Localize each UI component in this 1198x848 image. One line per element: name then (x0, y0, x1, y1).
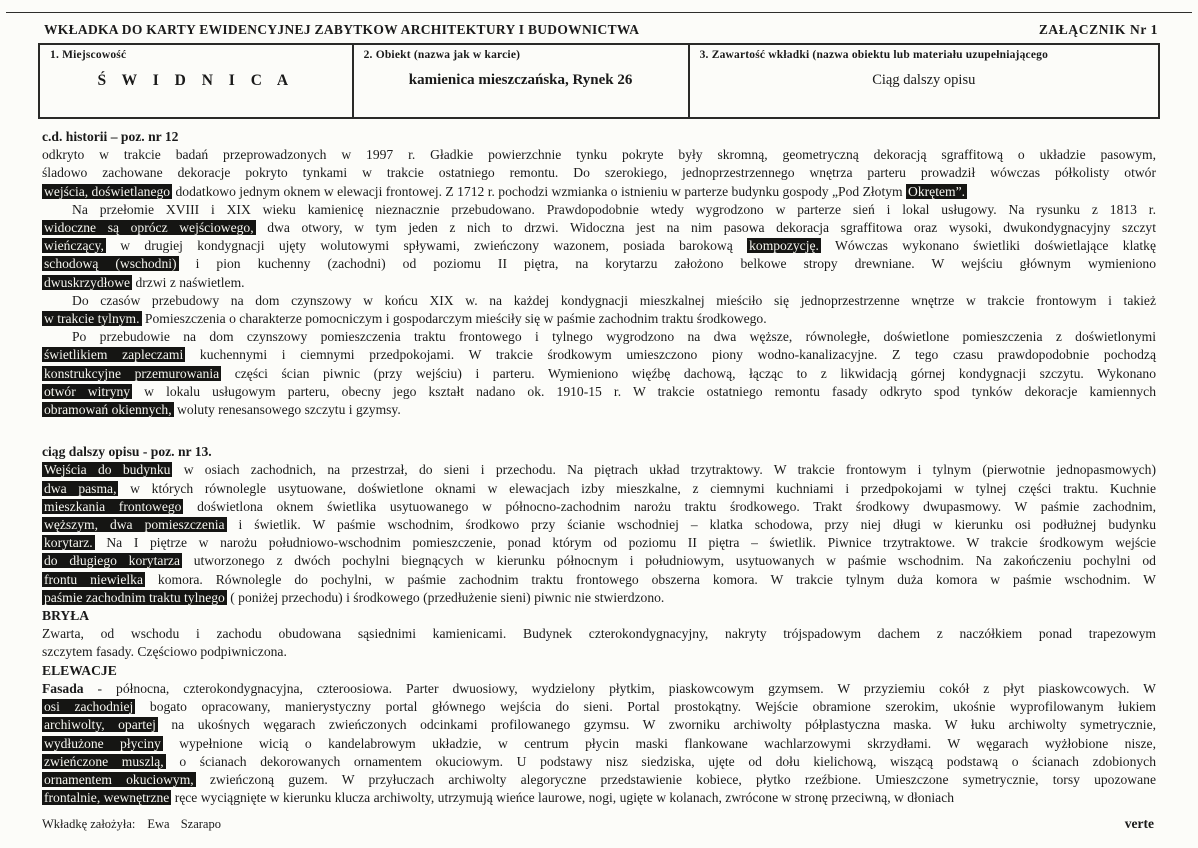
dark-highlight: osi zachodniej (44, 699, 134, 715)
text-line: frontalnie, wewnętrzne ręce wyciągnięte w kierunku klucza archiwolty, utrzymują wieńce laurowe, nogi, ugięte w kolanach, zwrócone w stronę przeciwną, w dłoniach (44, 790, 955, 806)
text-line: konstrukcyjne przemurowania części ścian piwnic (przy wejściu) i parteru. Wymieniono więźbę dachową, łącząc to z likwidacją górnej kondygnacji szczytu. Wykonano (44, 365, 1156, 381)
text-line: Zwarta, od wschodu i zachodu obudowana sąsiednimi kamienicami. Budynek czterokondygnacyjny, nakryty trójspadowym dachem z naczółkiem ponad trapezowym (42, 626, 1156, 642)
dark-highlight: paśmie zachodnim traktu tylnego (44, 589, 225, 605)
text-line: dwuskrzydłowe drzwi z naświetlem. (44, 274, 245, 290)
field-zawartosc-value: Ciąg dalszy opisu (872, 72, 976, 88)
paragraph (42, 201, 1156, 292)
field-zawartosc (689, 44, 1159, 118)
section-heading: ciąg dalszy opisu - poz. nr 13. (42, 444, 212, 460)
text-line: ornamentem okuciowym, zwieńczoną guzem. W przyłuczach archiwolty alegoryczne przedstawienie kobiece, płytko rzeźbione. Umieszczone symetrycznie, torsy upozowane (44, 771, 1156, 787)
dark-highlight: wieńczący, (44, 238, 104, 254)
section-heading: ELEWACJE (42, 662, 117, 678)
dark-highlight: Wejścia do budynku (44, 462, 171, 478)
dark-highlight: obramowań okiennych, (44, 402, 172, 418)
paragraph (42, 625, 1156, 661)
author-note-label: Wkładkę założyła: (42, 817, 136, 831)
text-line: Wejścia do budynku w osiach zachodnich, na przestrzał, do sieni i przechodu. Na piętrach układ trzytraktowy. W trakcie frontowym i tylnym (pierwotnie jednopasmowych) (44, 462, 1157, 478)
dark-highlight: konstrukcyjne przemurowania (44, 365, 220, 381)
paragraph (42, 292, 1156, 328)
text-line: wieńczący, w drugiej kondygnacji ujęty wolutowymi spływami, zwieńczony wazonem, posiada barokową kompozycję. Wówczas wykonano świetliki doświetlające klatkę (44, 238, 1156, 254)
text-line: Do czasów przebudowy na dom czynszowy w końcu XIX w. na każdej kondygnacji mieszkalnej mieściło się jednoprzestrzenne wnętrze w trakcie frontowym i takież (72, 292, 1156, 308)
text-line: widoczne są oprócz wejściowego, dwa otwory, w tym jeden z nich to drzwi. Widoczna jest na nim pasowa dekoracja sgraffitowa oraz wysoki, dwukondygnacyjny szczyt (44, 220, 1156, 236)
text-line: w trakcie tylnym. Pomieszczenia o charakterze pomocniczym i gospodarczym mieściły się w paśmie zachodnim traktu środkowego. (44, 311, 767, 327)
text-line: Na przełomie XVIII i XIX wieku kamienicę nieznacznie przebudowano. Prawdopodobnie wtedy wygrodzono w parterze sień i lokal usługowy. Na rysunku z 1813 r. (72, 201, 1156, 217)
document-footer (42, 816, 1154, 832)
dark-highlight: schodową (wschodni) (44, 256, 177, 272)
dark-highlight: węższym, dwa pomieszczenia (44, 517, 225, 533)
text-line: świetlikiem zapleczami kuchennymi i ciemnymi przedpokojami. W trakcie środkowym umieszczono piony wodno-kanalizacyjne. Z tego czasu prawdopodobnie pochodzą (44, 347, 1156, 363)
section-heading: c.d. historii – poz. nr 12 (42, 129, 179, 144)
bold-term: Fasada (42, 680, 84, 696)
document-title: WKŁADKA DO KARTY EWIDENCYJNEJ ZABYTKOW ARCHITEKTURY I BUDOWNICTWA (44, 22, 640, 37)
dark-highlight: ornamentem okuciowym, (44, 771, 194, 787)
document-header (0, 0, 1198, 40)
dark-highlight: do długiego korytarza (44, 553, 180, 569)
field-obiekt (353, 44, 689, 118)
text-line: korytarz. Na I piętrze w narożu południowo-wschodnim pomieszczenie, ponad którym od poziomu II piętra – świetlik. Piwnice trzytraktowe. W trakcie środkowym wejście (44, 535, 1156, 551)
text-line: węższym, dwa pomieszczenia i świetlik. W paśmie wschodnim, środkowo przy ścianie wschodniej – klatka schodowa, przy niej długi w kierunku osi podłużnej budynku (44, 517, 1156, 533)
text-line: odkryto w trakcie badań przeprowadzonych w 1997 r. Gładkie powierzchnie tynku pokryte były skromną, geometryczną dekoracją sgraffitową o układzie pasowym, (42, 147, 1156, 163)
dark-highlight: wejścia, doświetlanego (44, 183, 171, 199)
dark-highlight: dwa pasma, (44, 480, 117, 496)
paragraph (42, 328, 1156, 419)
dark-highlight: mieszkania frontowego (44, 498, 182, 514)
text-line: otwór witryny w lokalu usługowym parteru, obecny jego kształt nadano ok. 1910-15 r. W trakcie ostatniego remontu fasady odkryto spod tynków dekoracje kamiennych (44, 383, 1156, 399)
identification-table (38, 43, 1160, 119)
dark-highlight: zwieńczone muszlą, (44, 753, 164, 769)
field-obiekt-value: kamienica mieszczańska, Rynek 26 (408, 72, 633, 88)
text-line: obramowań okiennych, woluty renesansowego szczytu i gzymsy. (44, 402, 401, 418)
identification-row (39, 44, 1159, 118)
dark-highlight: w trakcie tylnym. (44, 311, 140, 327)
author-name: Ewa Szarapo (147, 817, 221, 831)
dark-highlight: widoczne są oprócz wejściowego, (44, 220, 254, 236)
dark-highlight: dwuskrzydłowe (44, 274, 131, 290)
attachment-number-label: ZAŁĄCZNIK Nr 1 (1038, 22, 1158, 37)
paragraph (42, 461, 1156, 607)
dark-highlight: korytarz. (44, 535, 93, 551)
dark-highlight: frontalnie, wewnętrzne (44, 790, 170, 806)
text-line: schodową (wschodni) i pion kuchenny (zachodni) od poziomu II piętra, na korytarzu założono belkowe stropy drewniane. W wejściu głównym wymieniono (44, 256, 1156, 272)
field-miejscowosc-value: Ś W I D N I C A (97, 72, 295, 89)
field-zawartosc-label: 3. Zawartość wkładki (nazwa obiektu lub materiału uzupełniającego (699, 49, 1049, 61)
dark-highlight: kompozycję. (749, 238, 819, 254)
dark-highlight: świetlikiem zapleczami (44, 347, 184, 363)
text-line: szczytem fasady. Częściowo podpiwniczona. (42, 644, 287, 660)
text-line: wejścia, doświetlanego dodatkowo jednym oknem w elewacji frontowej. Z 1712 r. pochodzi wzmianka o istnieniu w parterze budynku gospody „Pod Złotym Okrętem”. (44, 183, 966, 199)
text-line: do długiego korytarza utworzonego z dwóch pochylni biegnących w kierunku północnym i południowym, usytuowanych w paśmie wschodnim. Na zakończeniu pochylni od (44, 553, 1156, 569)
text-line: wydłużone płyciny wypełnione wicią o kandelabrowym układzie, w centrum płycin maski flankowane wachlarzowymi skrzydłami. W węgarach wyżłobione nisze, (44, 735, 1156, 751)
verte-label: verte (1124, 816, 1154, 831)
paragraph (42, 680, 1156, 807)
text-line: paśmie zachodnim traktu tylnego ( poniżej przechodu) i środkowego (przedłużenie sieni) piwnic nie stwierdzono. (44, 589, 665, 605)
text-line: frontu niewielka komora. Równolegle do pochylni, w paśmie zachodnim traktu frontowego obszerna komora. W trakcie tylnym duża komora w paśmie wschodnim. W (44, 571, 1156, 587)
dark-highlight: wydłużone płyciny (44, 735, 161, 751)
section-heading: BRYŁA (42, 608, 90, 624)
text-line: osi zachodniej bogato opracowany, manierystyczny portal głównego wejścia do sieni. Portal prostokątny. Wejście obramione szerokim, ukośnie wyprofilowanym łukiem (44, 699, 1156, 715)
field-miejscowosc (39, 44, 353, 118)
text-line: mieszkania frontowego doświetlona oknem świetlika usytuowanego w północno-zachodnim narożu traktu środkowego. Trakt środkowy dwupasmowy. W paśmie zachodnim, (44, 498, 1156, 514)
field-obiekt-label: 2. Obiekt (nazwa jak w karcie) (363, 49, 521, 61)
text-line: zwieńczone muszlą, o ścianach dekorowanych ornamentem okuciowym. U podstawy nisz siedziska, ujęte od dołu kielichową, wiszącą podstawą o ścianach zdobionych (44, 753, 1156, 769)
text-line: dwa pasma, w których równolegle usytuowane, doświetlone oknami w elewacjach izby mieszkalne, z ciemnymi kuchniami i przedpokojami w tylnej części traktu. Kuchnie (44, 480, 1156, 496)
dark-highlight: Okrętem”. (908, 183, 966, 199)
dark-highlight: otwór witryny (44, 383, 131, 399)
field-miejscowosc-label: 1. Miejscowość (50, 49, 127, 61)
dark-highlight: frontu niewielka (44, 571, 143, 587)
page-top-rule (6, 12, 1192, 13)
text-line: Fasada - północna, czterokondygnacyjna, czteroosiowa. Parter dwuosiowy, wydzielony płytkim, piaskowcowym gzymsem. W przyziemiu cokół z płyt piaskowcowych. W (42, 680, 1156, 696)
text-line: archiwolty, opartej na ukośnych węgarach zwieńczonych odcinkami profilowanego gzymsu. W zworniku archiwolty półplastyczna maska. W łuku archiwolty symetrycznie, (44, 717, 1156, 733)
paragraph (42, 146, 1156, 201)
document-body (0, 119, 1198, 807)
dark-highlight: archiwolty, opartej (44, 717, 156, 733)
text-line: Po przebudowie na dom czynszowy pomieszczenia traktu frontowego i tylnego wygrodzono na dwa węższe, równoległe, doświetlone pomieszczenia z doświetlonymi (72, 329, 1156, 345)
author-note (42, 817, 221, 832)
text-line: śladowo zachowane dekoracje pokryto tynkami w trakcie ostatniego remontu. Do szerokiego, jednoprzestrzennego wnętrza parteru prowadził wówczas półkolisty otwór (42, 165, 1156, 181)
